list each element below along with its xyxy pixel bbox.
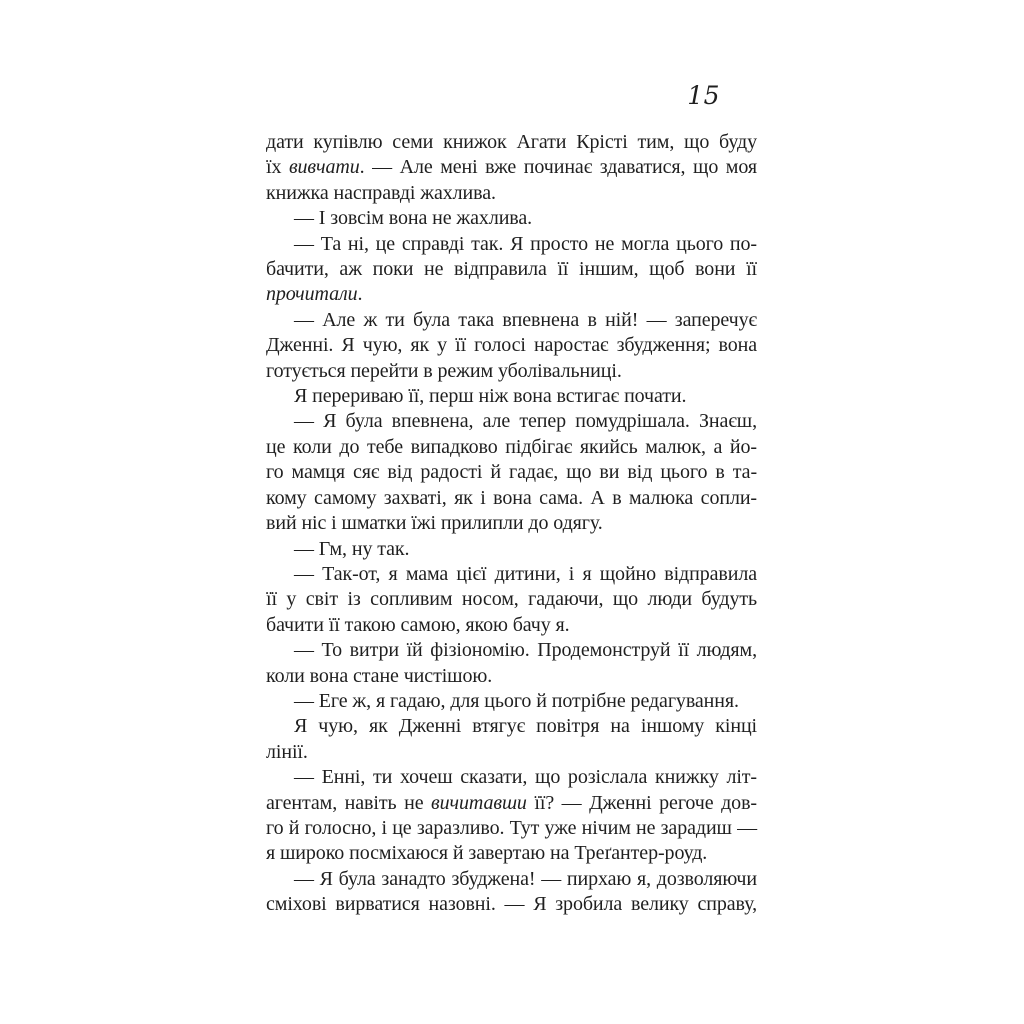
text-line [266,765,757,790]
body-text: — Я була впевнена, але тепер помудрішала. Знаєш, [294,410,757,433]
paragraph [266,232,757,308]
text-line [266,232,757,257]
body-text: го й голосно, і це заразливо. Тут уже нічим не зарадиш — [266,816,757,839]
text-line [266,359,757,384]
page-number: 15 [687,81,720,110]
text-line [266,867,757,892]
body-text: — То витри їй фізіономію. Продемонструй її людям, [294,639,757,662]
text-line [266,664,757,689]
text-line [266,689,757,714]
paragraph [266,765,757,867]
text-line [266,791,757,816]
page-text [266,130,757,918]
body-text: бачити, аж поки не відправила її іншим, щоб вони її [266,258,757,281]
body-text: лінії. [266,740,308,763]
italic-text: вичитавши [431,791,527,814]
italic-text: вивчати [288,156,360,179]
body-text: — Але ж ти була така впевнена в ній! — заперечує [294,308,757,331]
body-text: це коли до тебе випадково підбігає якийсь малюк, а йо- [266,435,757,458]
body-text: агентам, навіть не [266,791,432,814]
text-line [266,816,757,841]
text-line [266,308,757,333]
text-line [266,714,757,739]
text-line [266,740,757,765]
text-line [266,155,757,180]
body-text: коли вона стане чистішою. [266,664,493,687]
body-text: го мамця сяє від радості й гадає, що ви від цього в та- [266,461,757,484]
body-text: — Енні, ти хочеш сказати, що розіслала книжку літ- [294,766,757,789]
body-text: готується перейти в режим уболівальниці. [266,359,622,382]
text-line [266,206,757,231]
body-text: дати купівлю семи книжок Агати Крісті тим, що буду [266,131,757,153]
italic-text: прочитали [266,283,358,306]
text-line [266,562,757,587]
text-line [266,460,757,485]
body-text: . — Але мені вже починає здаватися, що моя [359,156,757,179]
paragraph [266,384,757,409]
text-line [266,537,757,562]
body-text: сміхові вирватися назовні. — Я зробила велику справу, [266,893,757,916]
paragraph [266,409,757,536]
paragraph [266,714,757,765]
text-line [266,511,757,536]
text-line [266,130,757,155]
paragraph [266,867,757,918]
paragraph [266,638,757,689]
paragraph [266,206,757,231]
body-text: — Еге ж, я гадаю, для цього й потрібне редагування. [294,689,739,712]
text-line [266,384,757,409]
text-line [266,486,757,511]
body-text: — І зовсім вона не жахлива. [294,207,533,230]
text-line [266,435,757,460]
text-line [266,638,757,663]
paragraph [266,308,757,384]
body-text: — Гм, ну так. [294,537,410,560]
paragraph [266,562,757,638]
body-text: Я чую, як Дженні втягує повітря на іншому кінці [294,715,757,738]
text-line [266,181,757,206]
text-line [266,613,757,638]
text-line [266,841,757,866]
body-text: я широко посміхаюся й завертаю на Треґантер-роуд. [266,842,708,865]
text-line [266,587,757,612]
text-line [266,257,757,282]
body-text: — Та ні, це справді так. Я просто не могла цього по- [294,232,757,255]
body-text: книжка насправді жахлива. [266,181,496,204]
text-line [266,333,757,358]
text-line [266,282,757,307]
body-text: Я перериваю її, перш ніж вона встигає почати. [294,385,687,408]
body-text: кому самому захваті, як і вона сама. А в малюка сопли- [266,486,757,509]
body-text: вий ніс і шматки їжі прилипли до одягу. [266,512,603,535]
body-text: — Так-от, я мама цієї дитини, і я щойно відправила [294,562,757,585]
text-line [266,409,757,434]
text-line [266,892,757,917]
body-text: Дженні. Я чую, як у її голосі наростає збудження; вона [266,334,757,357]
paragraph [266,130,757,206]
body-text: . [357,283,363,306]
body-text: — Я була занадто збуджена! — пирхаю я, дозволяючи [294,867,757,890]
body-text: їх [266,156,289,179]
body-text: її у світ із сопливим носом, гадаючи, що люди будуть [266,588,757,611]
body-text: її? — Дженні регоче дов- [526,791,757,814]
paragraph [266,537,757,562]
body-text: бачити її такою самою, якою бачу я. [266,613,570,636]
paragraph [266,689,757,714]
